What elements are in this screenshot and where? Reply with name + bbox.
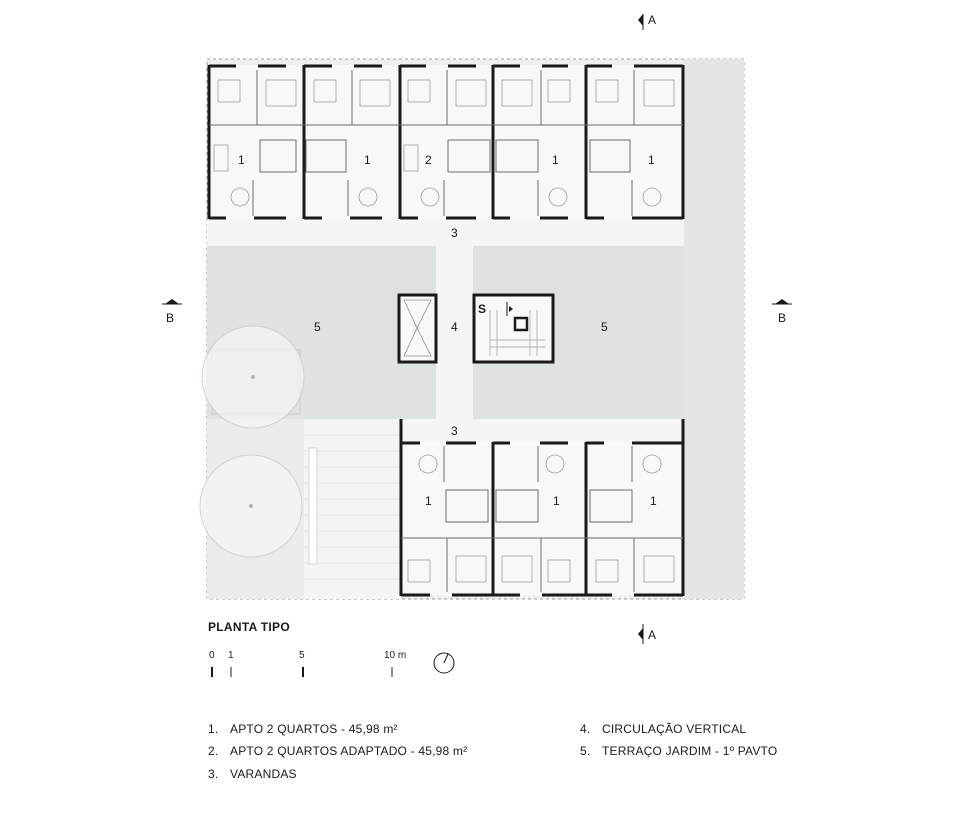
corridor-top [207,219,684,246]
legend-item [580,744,777,758]
legend-item [208,722,398,736]
section-mark-b-right [772,299,792,304]
legend-item [208,744,467,758]
unit-number: 1 [425,494,432,508]
corridor-bottom [400,419,684,442]
scale-label: 1 [228,650,234,661]
legend-text: APTO 2 QUARTOS ADAPTADO - 45,98 m² [230,744,468,758]
section-mark-a-bottom [638,624,643,644]
section-arrow-icon [638,14,643,26]
legend-number: 5. [580,744,591,758]
terrace-label: 5 [601,320,608,334]
corridor-label: 3 [451,424,458,438]
bottom-apartment-block [401,419,683,596]
tree-trunk [249,504,253,508]
stair-label: S [478,302,487,316]
legend-item [208,767,297,781]
side-strip [684,59,744,599]
elevator-core [399,295,436,362]
terrace-label: 5 [314,320,321,334]
section-label-b-left: B [166,311,175,325]
unit-number: 1 [650,494,657,508]
scale-bar [212,667,392,677]
legend-number: 1. [208,722,219,736]
scale-label: 10 m [384,650,407,661]
paving-area [304,419,400,599]
legend-number: 3. [208,767,219,781]
unit-number: 1 [552,153,559,167]
unit-number: 1 [364,153,371,167]
legend-text: CIRCULAÇÃO VERTICAL [602,722,747,736]
legend-number: 2. [208,744,219,758]
legend-text: VARANDAS [230,767,297,781]
corridor-label: 3 [451,226,458,240]
bench [309,448,317,564]
unit-number: 1 [553,494,560,508]
section-label-a-top: A [648,13,657,27]
unit-number: 1 [648,153,655,167]
north-arrow-icon [434,653,454,673]
drawing-title: PLANTA TIPO [208,620,290,634]
scale-label: 0 [209,650,215,661]
section-mark-b-left [162,299,182,304]
legend-item [580,722,746,736]
core-label: 4 [451,320,458,334]
legend-number: 4. [580,722,591,736]
section-mark-a-top [638,14,643,30]
section-arrow-icon [638,628,643,640]
top-apartment-block [209,65,683,219]
tree-trunk [251,375,255,379]
legend-text: TERRAÇO JARDIM - 1º PAVTO [602,744,778,758]
section-arrow-icon [165,299,179,304]
section-arrow-icon [775,299,789,304]
unit-number: 1 [238,153,245,167]
section-label-b-right: B [778,311,787,325]
unit-number: 2 [425,153,432,167]
scale-label: 5 [299,650,305,661]
section-label-a-bottom: A [648,628,657,642]
legend-text: APTO 2 QUARTOS - 45,98 m² [230,722,398,736]
